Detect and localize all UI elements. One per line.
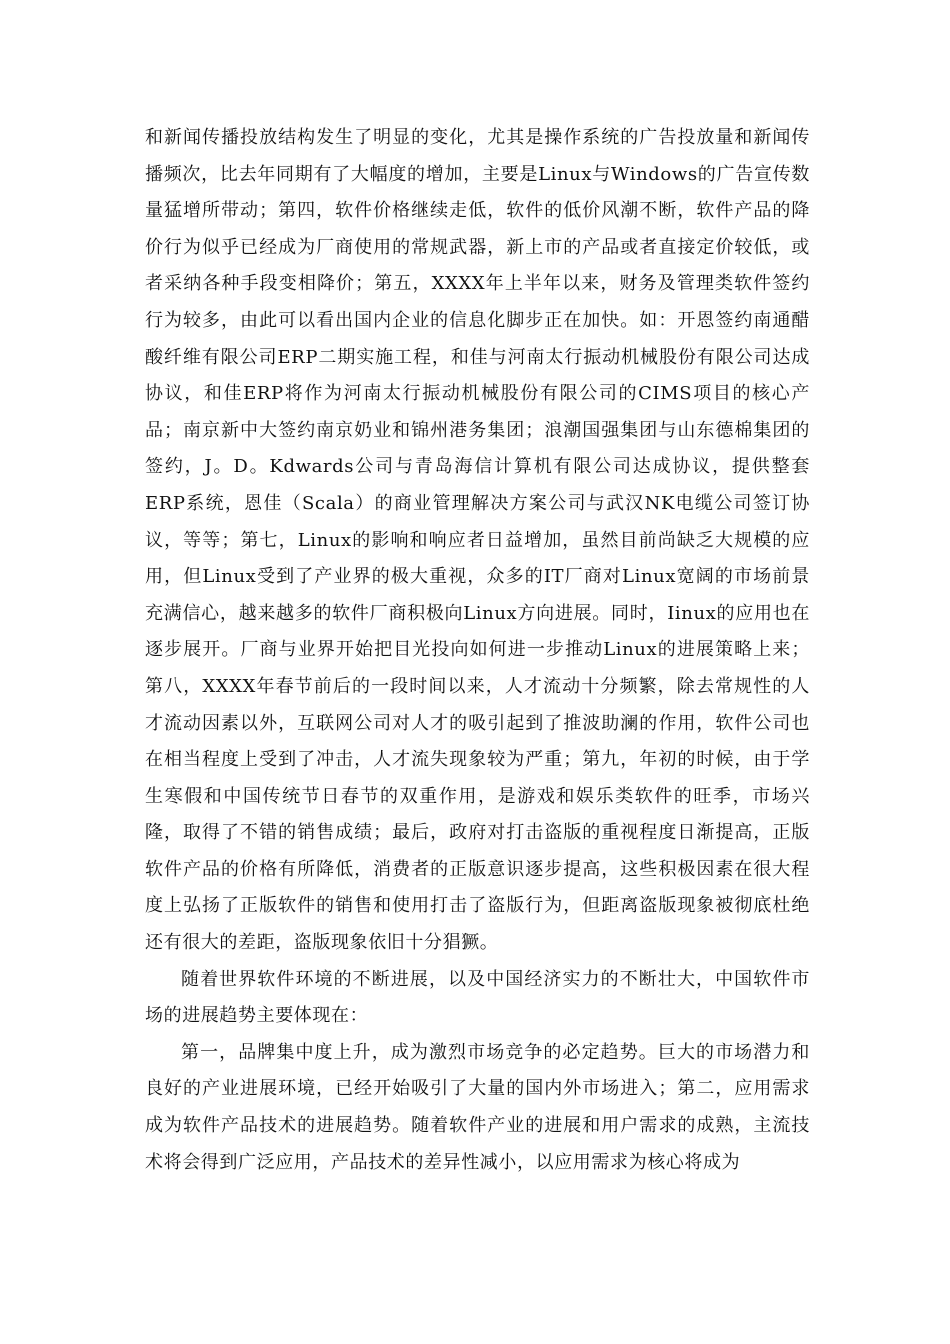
- paragraph-trend-intro: 随着世界软件环境的不断进展，以及中国经济实力的不断壮大，中国软件市场的进展趋势主要体现在：: [145, 968, 810, 1027]
- paragraph-trend-details: 第一，品牌集中度上升，成为激烈市场竞争的必定趋势。巨大的市场潜力和良好的产业进展环境，已经开始吸引了大量的国内外市场进入；第二，应用需求成为软件产品技术的进展趋势。随着软件产业的进展和用户需求的成熟，主流技术将会得到广泛应用，产品技术的差异性减小，以应用需求为核心将成为: [145, 1041, 810, 1173]
- document-body: [145, 120, 810, 1181]
- paragraph-market-features: 和新闻传播投放结构发生了明显的变化，尤其是操作系统的广告投放量和新闻传播频次，比去年同期有了大幅度的增加，主要是Linux与Windows的广告宣传数量猛增所带动；第四，软件价格继续走低，软件的低价风潮不断，软件产品的降价行为似乎已经成为厂商使用的常规武器，新上市的产品或者直接定价较低，或者采纳各种手段变相降价；第五，XXXX年上半年以来，财务及管理类软件签约行为较多，由此可以看出国内企业的信息化脚步正在加快。如：开恩签约南通醋酸纤维有限公司ERP二期实施工程，和佳与河南太行振动机械股份有限公司达成协议，和佳ERP将作为河南太行振动机械股份有限公司的CIMS项目的核心产品；南京新中大签约南京奶业和锦州港务集团；浪潮国强集团与山东德棉集团的签约，J。D。Kdwards公司与青岛海信计算机有限公司达成协议，提供整套ERP系统，恩佳（Scala）的商业管理解决方案公司与武汉NK电缆公司签订协议，等等；第七，Linux的影响和响应者日益增加，虽然目前尚缺乏大规模的应用，但Linux受到了产业界的极大重视，众多的IT厂商对Linux宽阔的市场前景充满信心，越来越多的软件厂商积极向Linux方向进展。同时，Iinux的应用也在逐步展开。厂商与业界开始把目光投向如何进一步推动Linux的进展策略上来；第八，XXXX年春节前后的一段时间以来，人才流动十分频繁，除去常规性的人才流动因素以外，互联网公司对人才的吸引起到了推波助澜的作用，软件公司也在相当程度上受到了冲击，人才流失现象较为严重；第九，年初的时候，由于学生寒假和中国传统节日春节的双重作用，是游戏和娱乐类软件的旺季，市场兴隆，取得了不错的销售成绩；最后，政府对打击盗版的重视程度日渐提高，正版软件产品的价格有所降低，消费者的正版意识逐步提高，这些积极因素在很大程度上弘扬了正版软件的销售和使用打击了盗版行为，但距离盗版现象被彻底杜绝还有很大的差距，盗版现象依旧十分猖獗。: [145, 127, 810, 954]
